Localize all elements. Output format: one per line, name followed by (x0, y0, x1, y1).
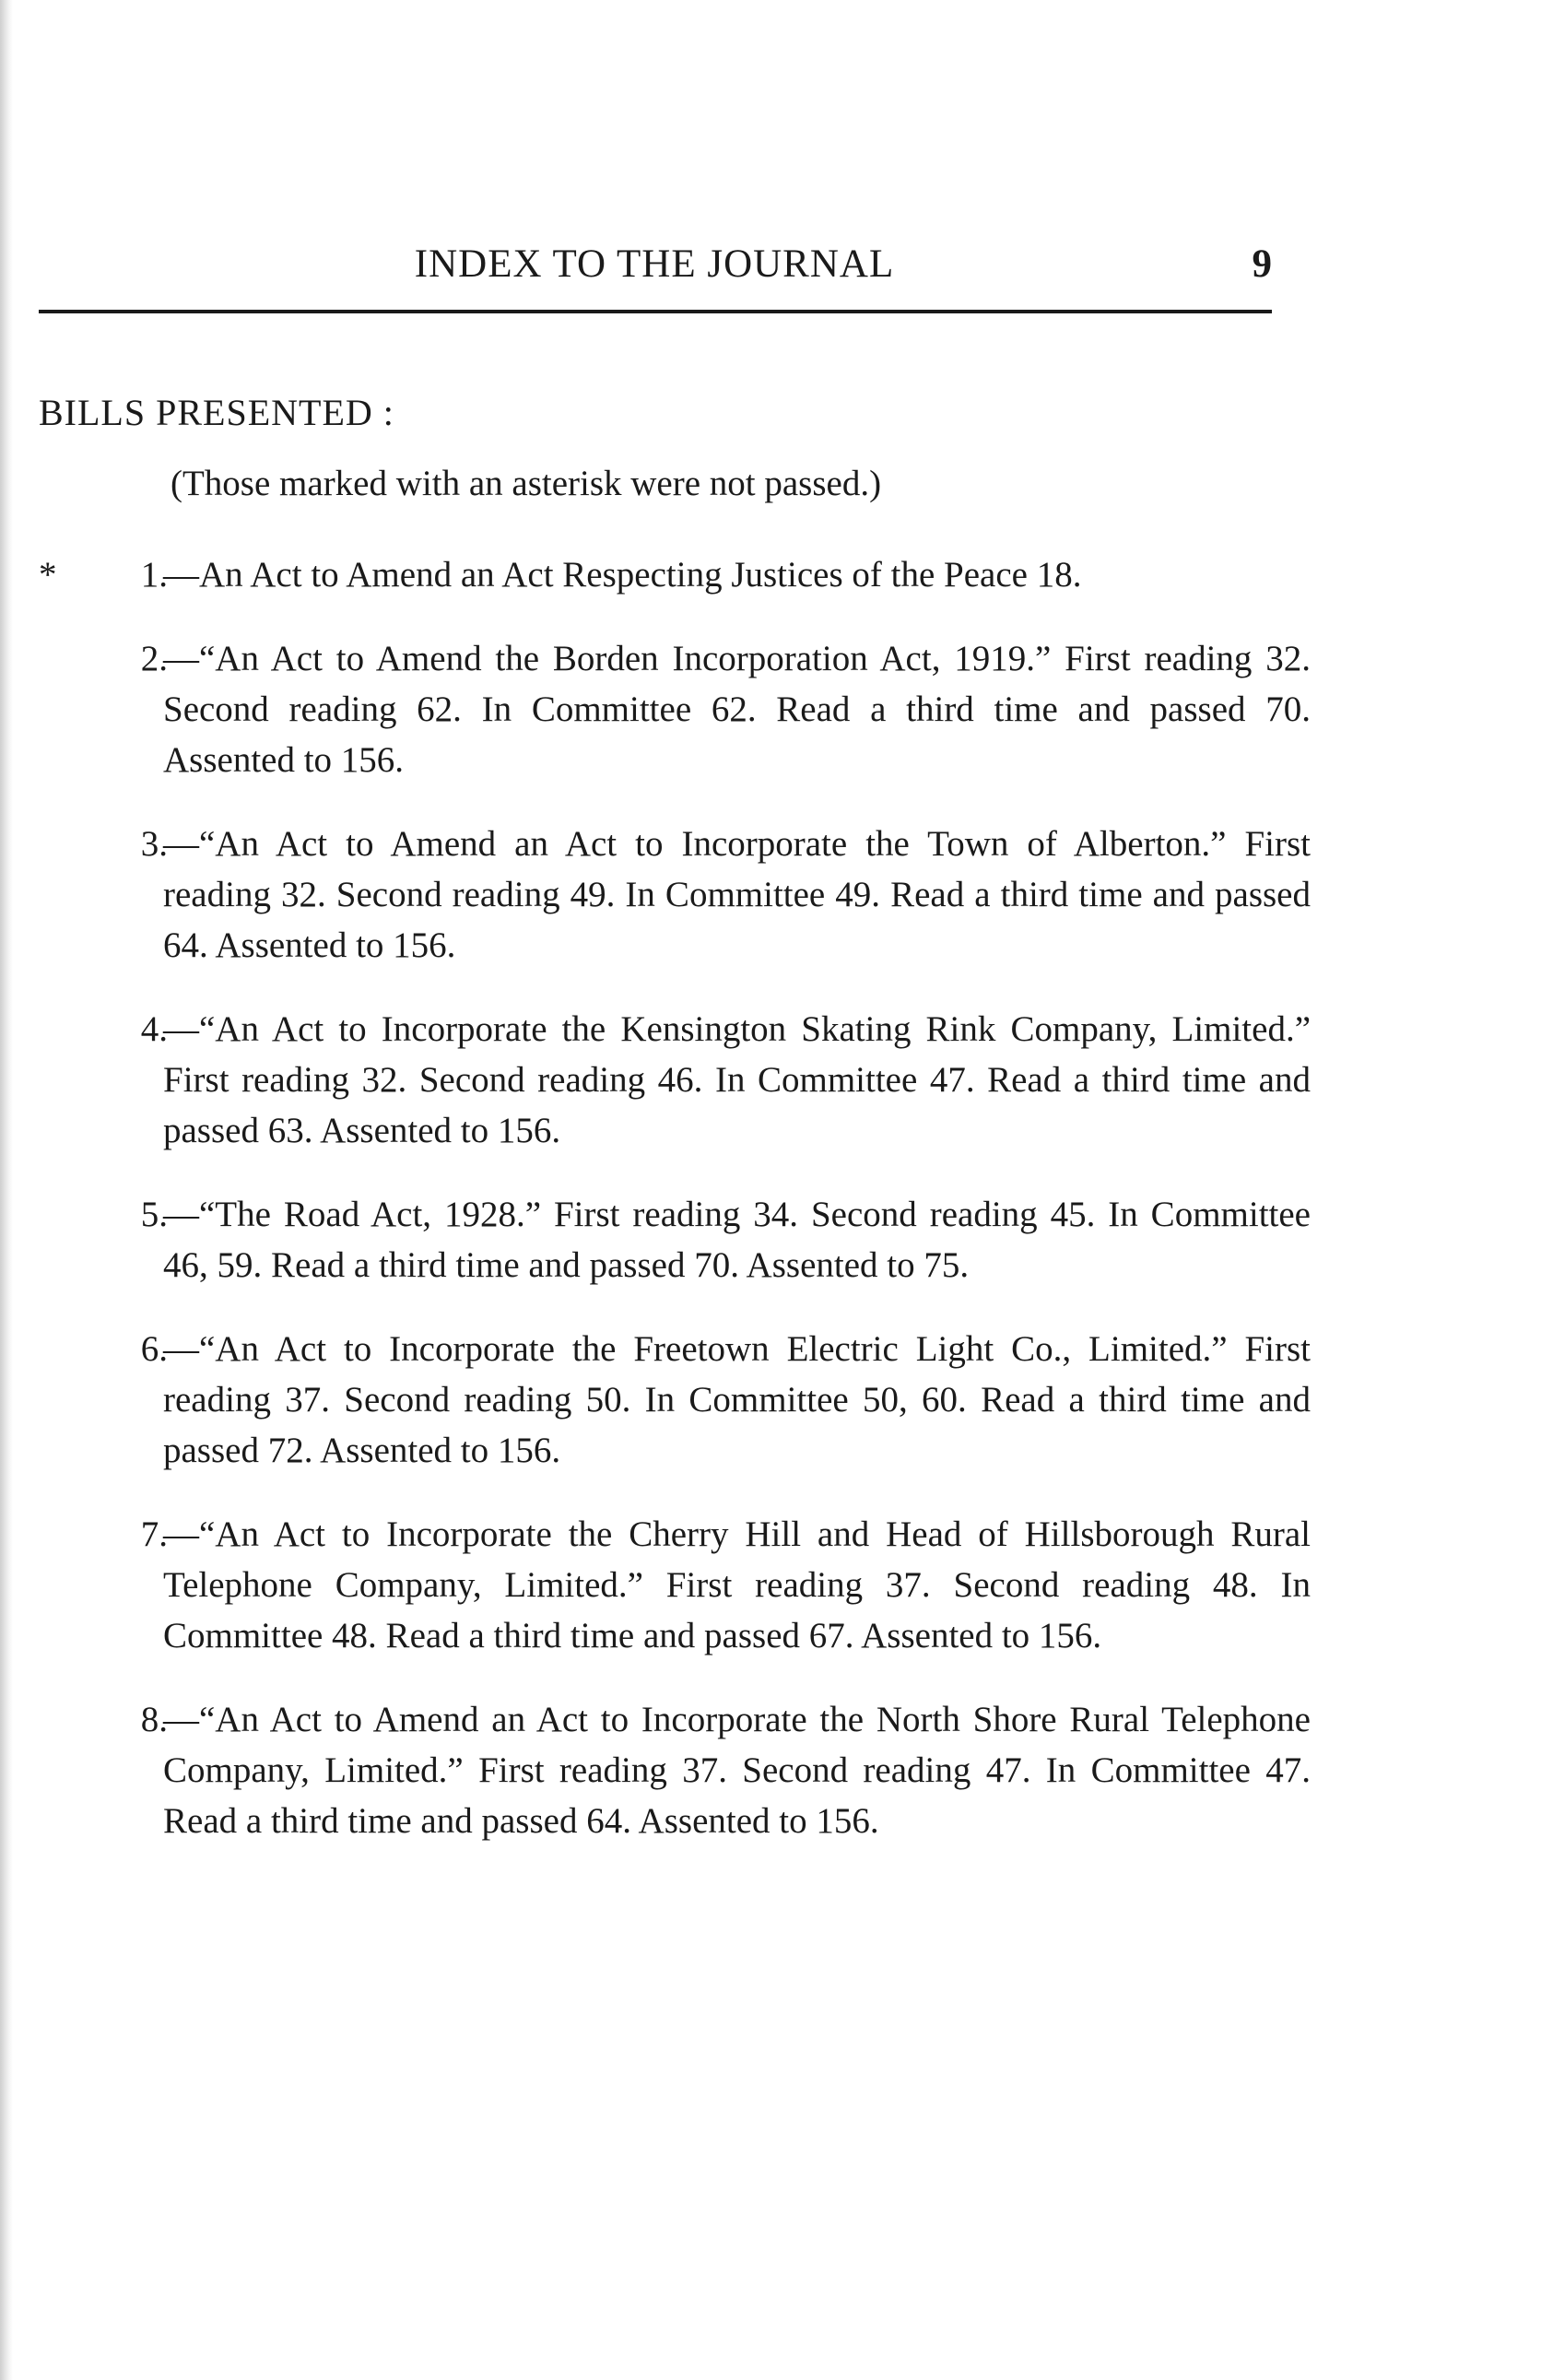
section-note: (Those marked with an asterisk were not passed.) (171, 464, 882, 503)
bill-entry (39, 1189, 1311, 1290)
bill-entry (39, 1324, 1311, 1476)
bill-number: 2. (140, 639, 168, 678)
bill-entry (39, 1004, 1311, 1156)
bill-text: —“The Road Act, 1928.” First reading 34. Second reading 45. In Committee 46, 59. Read a third time and passed 70. Assented to 75. (163, 1195, 1311, 1285)
bill-text: —“An Act to Amend an Act to Incorporate the North Shore Rural Telephone Company, Limited.” First reading 37. Second reading 47. In Committee 47. Read a third time and passed 64. Assented to 156. (163, 1700, 1311, 1841)
bill-text: —“An Act to Incorporate the Cherry Hill and Head of Hillsborough Rural Telephone Company, Limited.” First reading 37. Second reading 48. In Committee 48. Read a third time and passed 67. Assented to 156. (163, 1514, 1311, 1655)
bill-text: —“An Act to Incorporate the Freetown Electric Light Co., Limited.” First reading 37. Second reading 50. In Committee 50, 60. Read a third time and passed 72. Assented to 156. (163, 1329, 1311, 1470)
bill-number: 4. (140, 1009, 168, 1049)
bill-entry (39, 819, 1311, 971)
bill-number: 8. (140, 1700, 168, 1739)
asterisk-marker: * (39, 555, 57, 595)
section-title: BILLS PRESENTED : (39, 392, 394, 433)
bill-list (39, 549, 1311, 1879)
bill-text: —“An Act to Amend an Act to Incorporate the Town of Alberton.” First reading 32. Second reading 49. In Committee 49. Read a third time and passed 64. Assented to 156. (163, 824, 1311, 965)
bill-entry (39, 633, 1311, 785)
bill-entry (39, 1509, 1311, 1661)
running-header (37, 242, 1272, 299)
bill-number: 5. (140, 1195, 168, 1234)
bill-number: 1. (140, 555, 168, 595)
header-title: INDEX TO THE JOURNAL (414, 242, 895, 286)
header-rule (39, 310, 1272, 313)
page-edge-shadow (0, 0, 13, 2380)
bill-entry (39, 549, 1274, 600)
bill-text: —“An Act to Amend the Borden Incorporation Act, 1919.” First reading 32. Second reading 62. In Committee 62. Read a third time and passed 70. Assented to 156. (163, 639, 1311, 780)
bill-text: —An Act to Amend an Act Respecting Justices of the Peace 18. (163, 555, 1082, 595)
bill-number: 3. (140, 824, 168, 864)
bill-number: 7. (140, 1514, 168, 1554)
bill-text: —“An Act to Incorporate the Kensington Skating Rink Company, Limited.” First reading 32. Second reading 46. In Committee 47. Read a third time and passed 63. Assented to 156. (163, 1009, 1311, 1150)
page-number: 9 (1252, 242, 1272, 286)
bill-entry (39, 1694, 1311, 1846)
bill-number: 6. (140, 1329, 168, 1369)
